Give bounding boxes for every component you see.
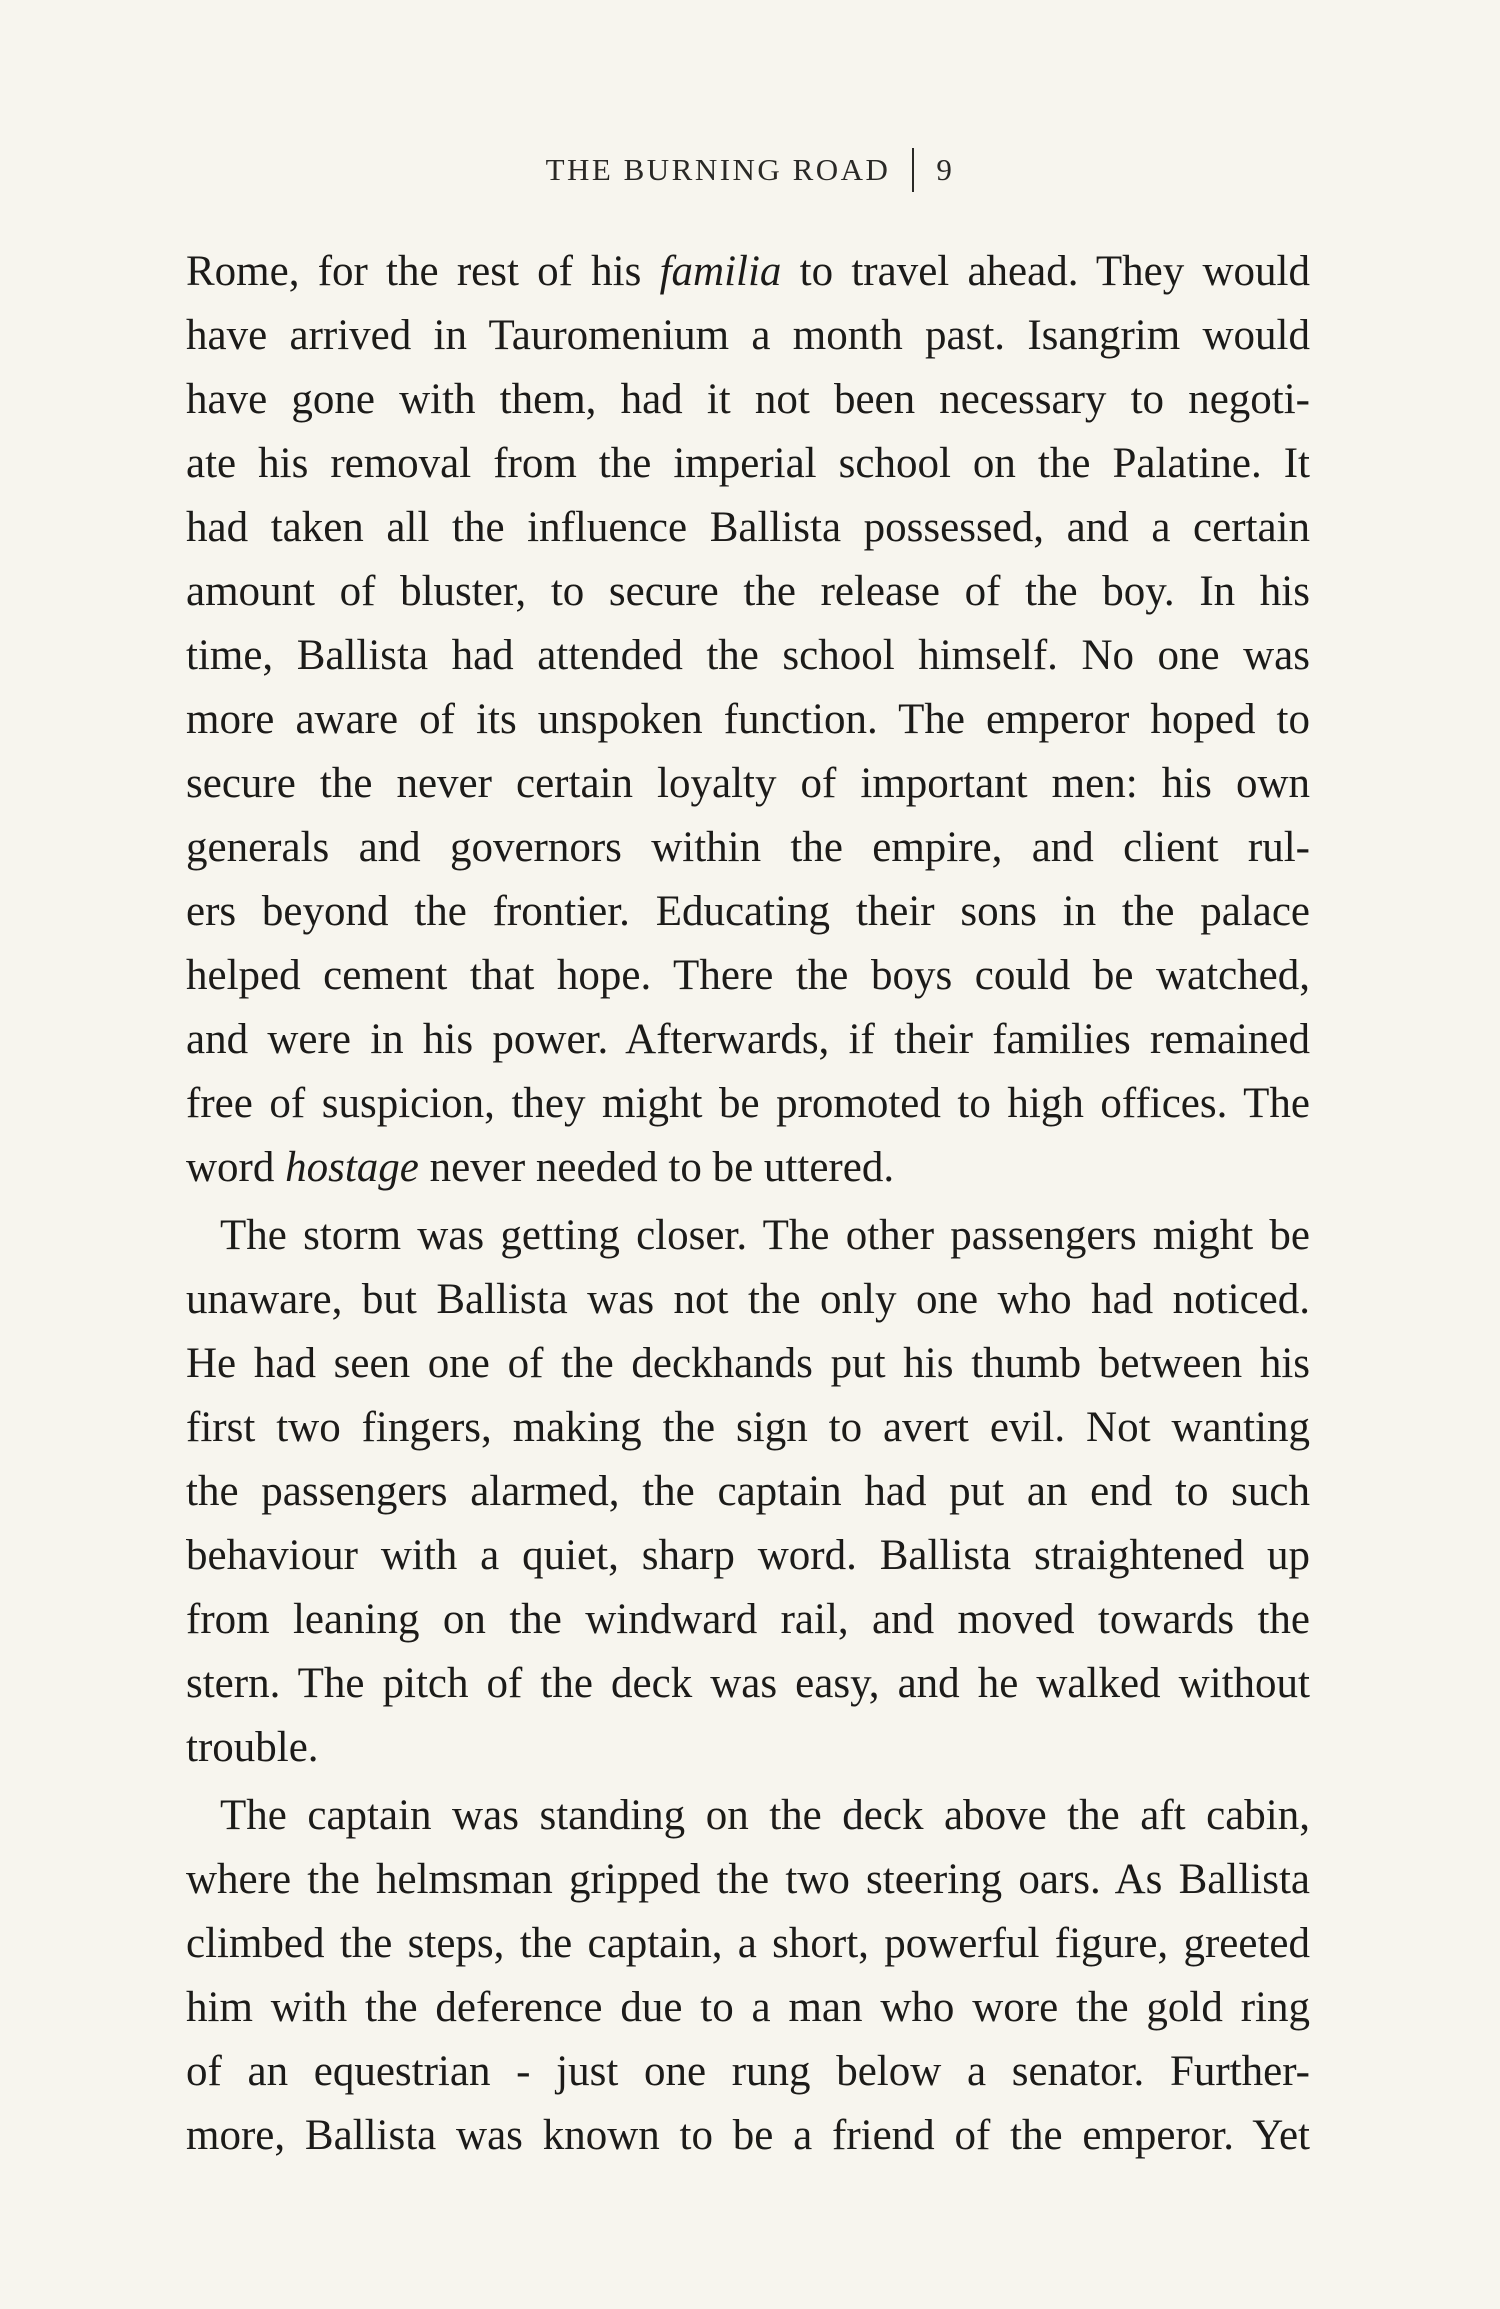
text-line: him with the deference due to a man who wore the gold ring <box>186 1984 1310 2031</box>
text-line: of an equestrian - just one rung below a senator. Further- <box>186 2048 1310 2095</box>
text-line: stern. The pitch of the deck was easy, and he walked without <box>186 1660 1310 1707</box>
body-text <box>186 240 1310 2168</box>
text-line: amount of bluster, to secure the release of the boy. In his <box>186 568 1310 615</box>
text-line: ate his removal from the imperial school on the Palatine. It <box>186 440 1310 487</box>
running-head-title: THE BURNING ROAD <box>545 152 891 187</box>
text-line: helped cement that hope. There the boys could be watched, <box>186 952 1310 999</box>
paragraph <box>186 240 1310 1200</box>
text-line: secure the never certain loyalty of important men: his own <box>186 760 1310 807</box>
text-line: climbed the steps, the captain, a short, powerful figure, greeted <box>186 1920 1310 1967</box>
text-line: word hostage never needed to be uttered. <box>186 1144 895 1191</box>
text-line: ers beyond the frontier. Educating their sons in the palace <box>186 888 1310 935</box>
paragraph <box>186 1204 1310 1780</box>
running-head-separator <box>912 148 914 192</box>
text-line: time, Ballista had attended the school himself. No one was <box>186 632 1310 679</box>
text-line: Rome, for the rest of his familia to travel ahead. They would <box>186 248 1310 295</box>
text-line: generals and governors within the empire, and client rul- <box>186 824 1310 871</box>
text-line: where the helmsman gripped the two steering oars. As Ballista <box>186 1856 1310 1903</box>
paragraph <box>186 1784 1310 2168</box>
text-line: had taken all the influence Ballista possessed, and a certain <box>186 504 1310 551</box>
text-line: The captain was standing on the deck above the aft cabin, <box>220 1792 1310 1839</box>
text-line: have gone with them, had it not been necessary to negoti- <box>186 376 1310 423</box>
italic-word: hostage <box>285 1144 419 1191</box>
text-line: unaware, but Ballista was not the only one who had noticed. <box>186 1276 1310 1323</box>
text-line: have arrived in Tauromenium a month past. Isangrim would <box>186 312 1310 359</box>
text-line: free of suspicion, they might be promoted to high offices. The <box>186 1080 1310 1127</box>
text-line: The storm was getting closer. The other passengers might be <box>220 1212 1310 1259</box>
italic-word: familia <box>659 248 782 295</box>
text-line: and were in his power. Afterwards, if their families remained <box>186 1016 1310 1063</box>
text-line: more aware of its unspoken function. The emperor hoped to <box>186 696 1310 743</box>
running-head <box>0 148 1500 192</box>
text-line: from leaning on the windward rail, and moved towards the <box>186 1596 1310 1643</box>
text-line: behaviour with a quiet, sharp word. Ballista straightened up <box>186 1532 1310 1579</box>
text-line: first two fingers, making the sign to avert evil. Not wanting <box>186 1404 1310 1451</box>
text-line: trouble. <box>186 1724 319 1771</box>
text-line: He had seen one of the deckhands put his thumb between his <box>186 1340 1310 1387</box>
page-number: 9 <box>936 152 955 187</box>
text-line: more, Ballista was known to be a friend of the emperor. Yet <box>186 2112 1310 2159</box>
text-line: the passengers alarmed, the captain had put an end to such <box>186 1468 1310 1515</box>
